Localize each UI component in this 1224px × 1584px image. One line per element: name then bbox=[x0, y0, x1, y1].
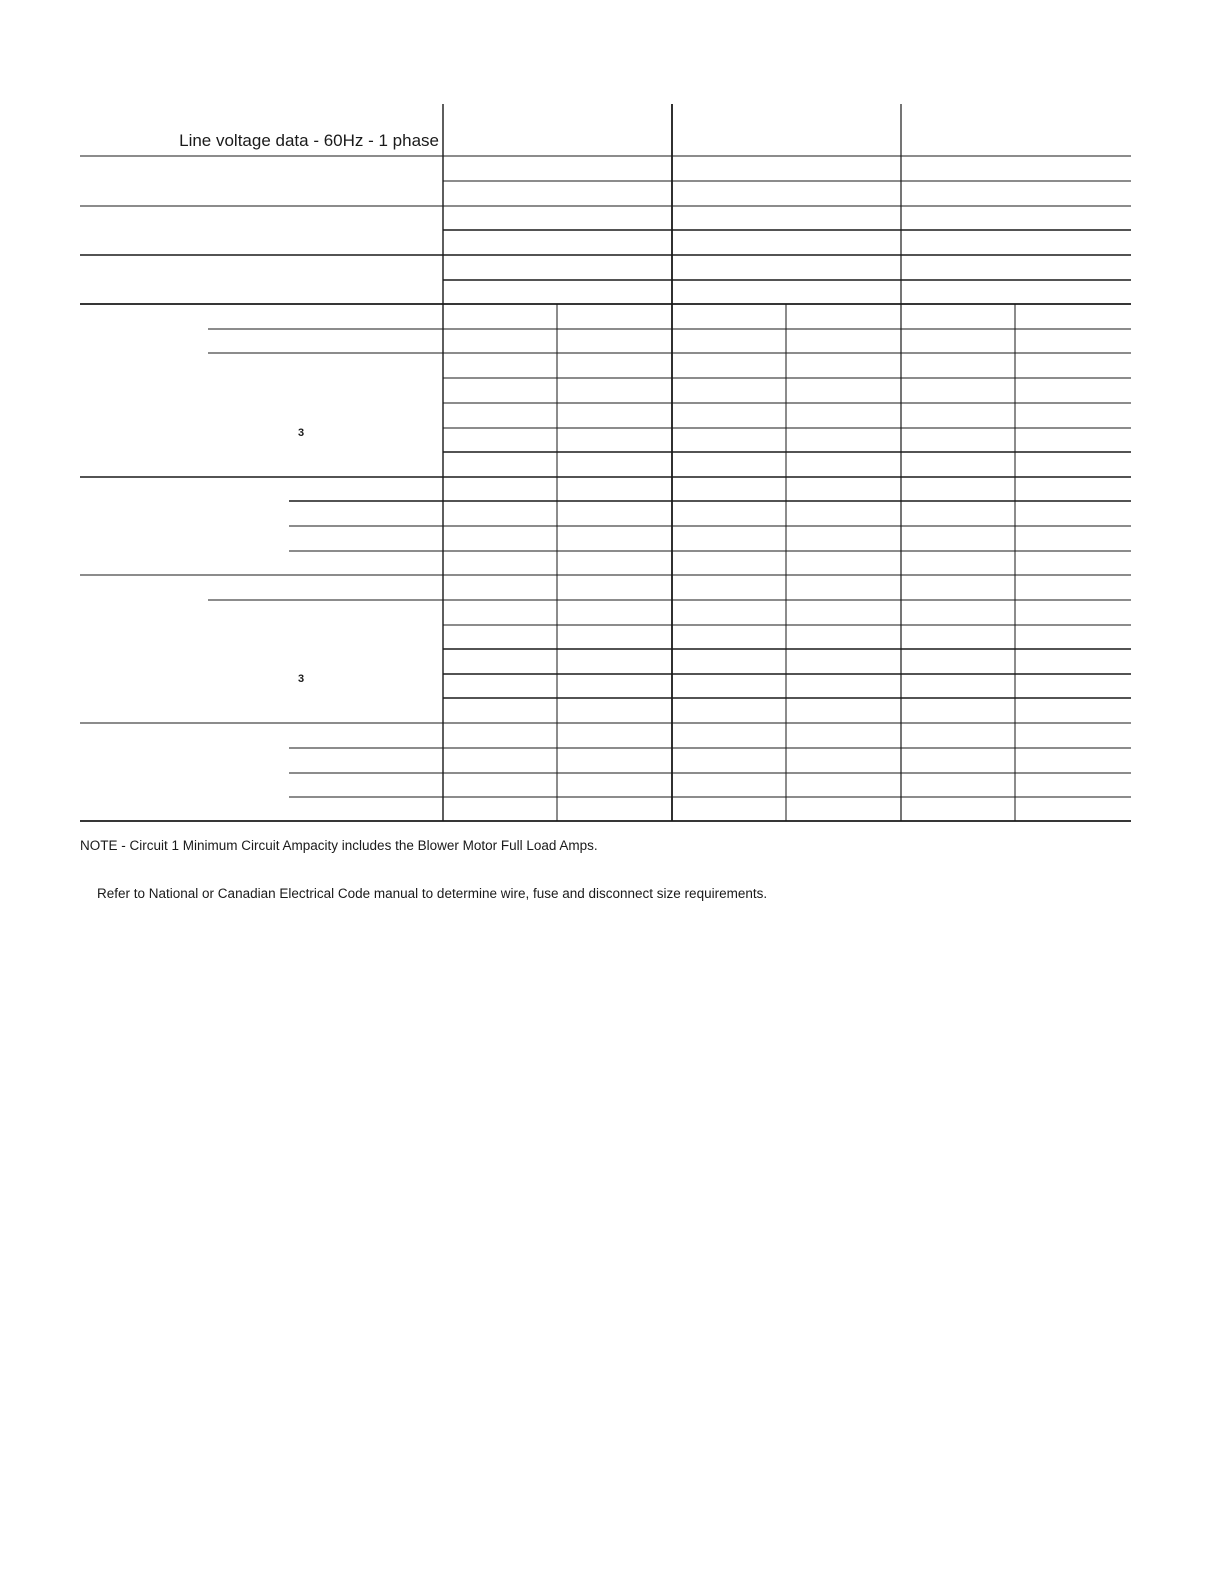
note-blower-motor: NOTE - Circuit 1 Minimum Circuit Ampacity includes the Blower Motor Full Load Amps. bbox=[80, 838, 598, 853]
note-electrical-code: Refer to National or Canadian Electrical Code manual to determine wire, fuse and disconnect size requirements. bbox=[97, 886, 768, 901]
footnote-marker: 3 bbox=[298, 427, 305, 439]
footnote-marker: 3 bbox=[298, 673, 305, 685]
table-title: Line voltage data - 60Hz - 1 phase bbox=[179, 131, 439, 150]
